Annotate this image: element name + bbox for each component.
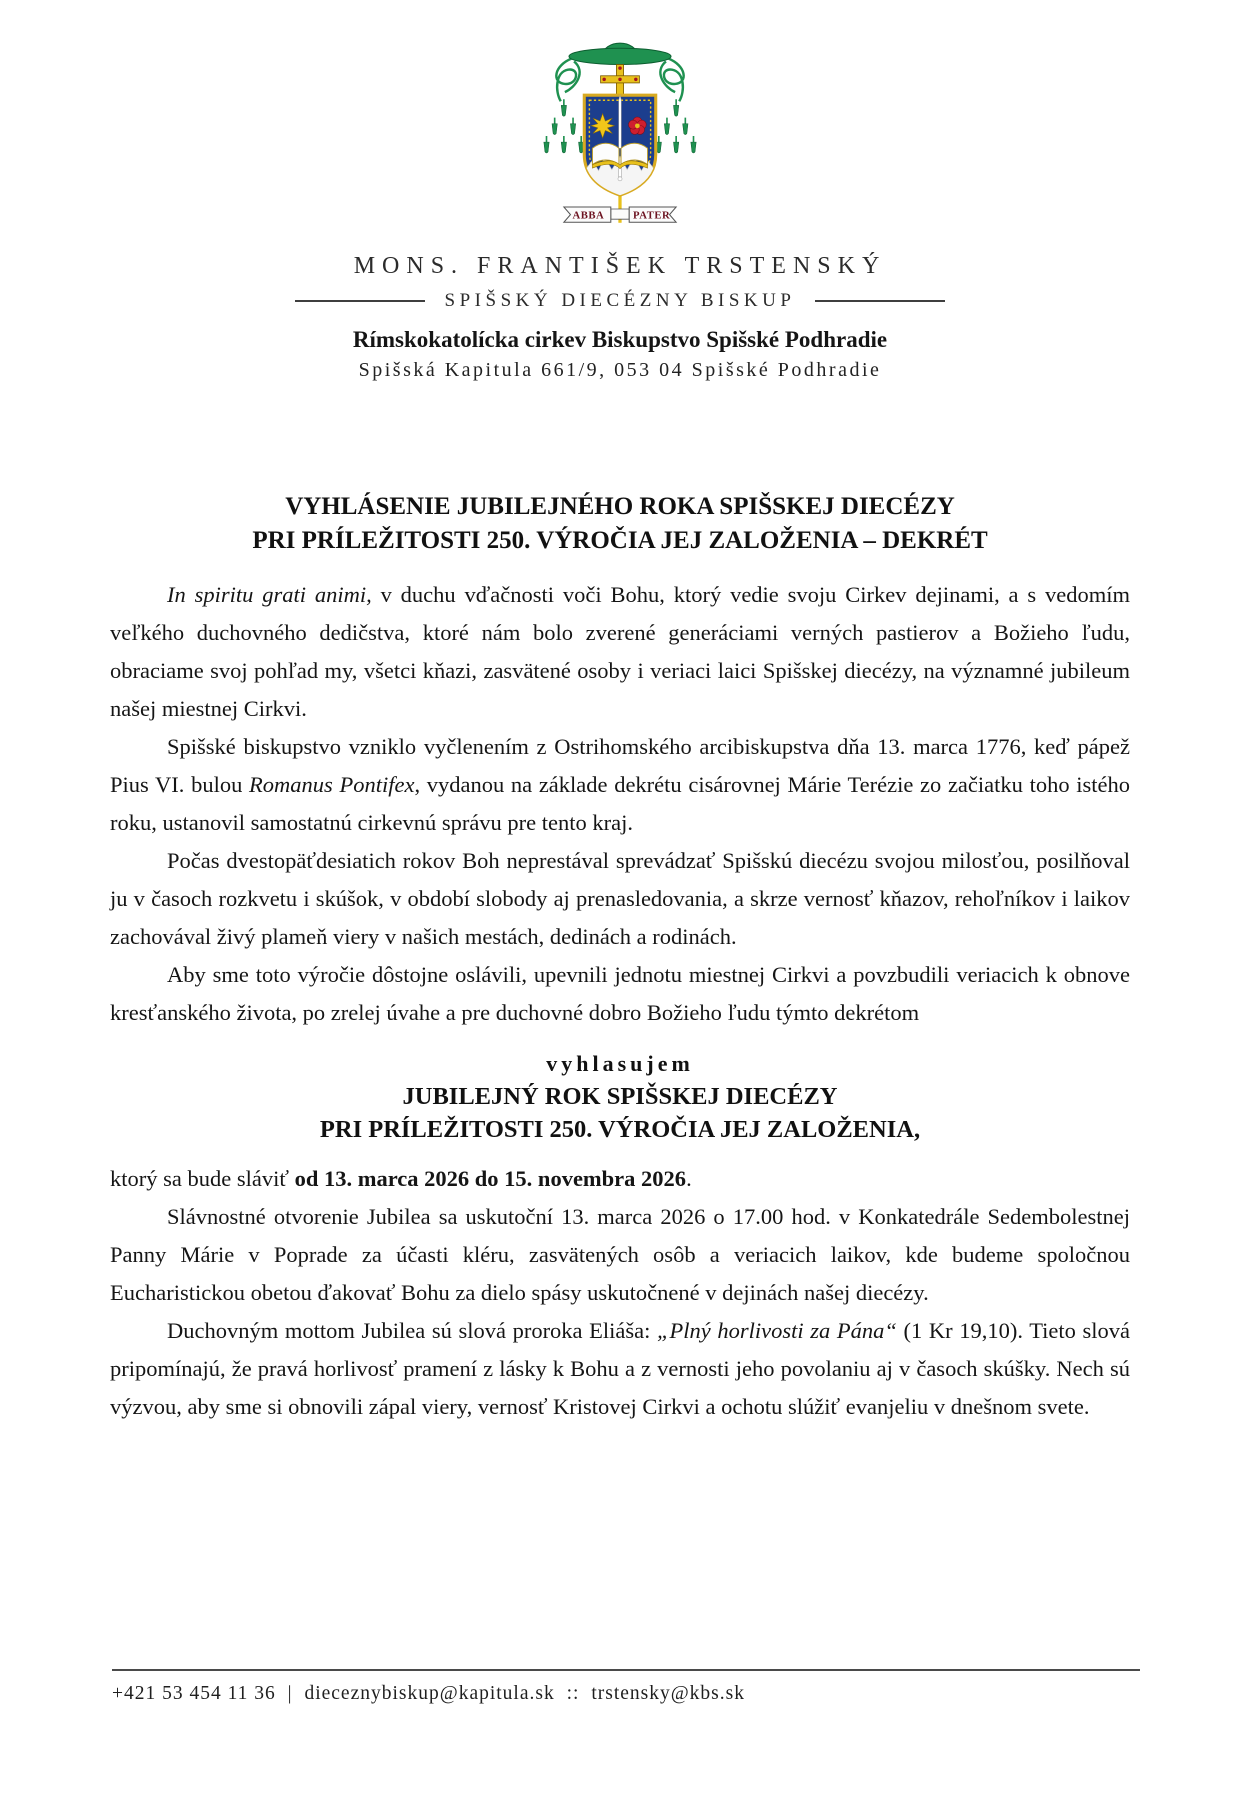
footer-phone: +421 53 454 11 36 xyxy=(112,1683,276,1704)
footer-separator-1: | xyxy=(287,1683,293,1704)
body-section-1 xyxy=(110,576,1130,1032)
bishop-name: MONS. FRANTIŠEK TRSTENSKÝ xyxy=(353,253,887,279)
proclamation-line2: PRI PRÍLEŽITOSTI 250. VÝROČIA JEJ ZALOŽENIA, xyxy=(319,1116,921,1143)
proclamation-intro: vyhlasujem xyxy=(546,1051,694,1076)
paragraph: In spiritu grati animi, v duchu vďačnosti voči Bohu, ktorý vedie svoju Cirkev dejinami, a s vedomím veľkého duchovného dedičstva, ktoré nám bolo zverené generáciami verných pastierov a Božieho ľudu, obraciame svoj pohľad my, všetci kňazi, zasvätené osoby i veriaci laici Spišskej diecézy, na významné jubileum našej miestnej Cirkvi. xyxy=(110,582,1130,721)
motto-left-text: ABBA xyxy=(572,209,605,222)
coat-of-arms xyxy=(532,38,708,234)
footer-email-personal: trstensky@kbs.sk xyxy=(591,1683,745,1704)
body-section-2 xyxy=(110,1160,1130,1426)
galero-hat-icon xyxy=(569,43,671,64)
bishop-title-row xyxy=(110,290,1130,312)
footer-separator-2: :: xyxy=(566,1683,580,1704)
paragraph: Slávnostné otvorenie Jubilea sa uskutoční 13. marca 2026 o 17.00 hod. v Konkatedrále Sedembolestnej Panny Márie v Poprade za účasti kléru, zasvätených osôb a veriacich laikov, kde budeme spoločnou Eucharistickou obetou ďakovať Bohu za dielo spásy uskutočnené v dejinách našej diecézy. xyxy=(110,1204,1130,1305)
bishop-title: SPIŠSKÝ DIECÉZNY BISKUP xyxy=(444,290,796,311)
footer xyxy=(112,1669,1140,1705)
paragraph: Spišské biskupstvo vzniklo vyčlenením z Ostrihomského arcibiskupstva dňa 13. marca 1776, keď pápež Pius VI. bulou Romanus Pontifex, vydanou na základe dekrétu cisárovnej Márie Terézie zo začiatku toho istého roku, ustanovil samostatnú cirkevnú správu pre tento kraj. xyxy=(110,734,1130,835)
organization-address: Spišská Kapitula 661/9, 053 04 Spišské Podhradie xyxy=(358,359,882,381)
paragraph: Aby sme toto výročie dôstojne oslávili, upevnili jednotu miestnej Cirkvi a povzbudili veriacich k obnove kresťanského života, po zrelej úvahe a pre duchovné dobro Božieho ľudu týmto dekrétom xyxy=(110,962,1130,1025)
footer-email-office: dieceznybiskup@kapitula.sk xyxy=(304,1683,555,1704)
shield xyxy=(582,95,658,197)
letterhead xyxy=(110,38,1130,239)
rule-left xyxy=(295,300,425,302)
motto-right-text: PATER xyxy=(633,209,671,222)
paragraph: Počas dvestopäťdesiatich rokov Boh neprestával sprevádzať Spišskú diecézu svojou milosťou, posilňoval ju v časoch rozkvetu i skúšok, v období slobody aj prenasledovania, a skrze vernosť kňazov, rehoľníkov i laikov zachovával živý plameň viery v našich mestách, dedinách a rodinách. xyxy=(110,848,1130,949)
paragraph: ktorý sa bude sláviť od 13. marca 2026 do 15. novembra 2026. xyxy=(110,1166,692,1191)
document-title-line1: VYHLÁSENIE JUBILEJNÉHO ROKA SPIŠSKEJ DIECÉZY xyxy=(285,493,955,520)
decree-page xyxy=(0,38,1240,1426)
proclamation-block xyxy=(110,1048,1130,1146)
document-title-line2: PRI PRÍLEŽITOSTI 250. VÝROČIA JEJ ZALOŽENIA – DEKRÉT xyxy=(252,527,988,554)
rule-right xyxy=(815,300,945,302)
proclamation-line1: JUBILEJNÝ ROK SPIŠSKEJ DIECÉZY xyxy=(402,1083,838,1110)
paragraph: Duchovným mottom Jubilea sú slová proroka Eliáša: „Plný horlivosti za Pána“ (1 Kr 19,10). Tieto slová pripomínajú, že pravá horlivosť pramení z lásky k Bohu a z vernosti jeho povolaniu aj v časoch skúšky. Nech sú výzvou, aby sme si obnovili zápal viery, vernosť Kristovej Cirkvi a ochotu slúžiť evanjeliu v dnešnom svete. xyxy=(110,1318,1130,1419)
organization-name: Rímskokatolícka cirkev Biskupstvo Spišské Podhradie xyxy=(352,327,888,352)
document-title xyxy=(110,490,1130,558)
